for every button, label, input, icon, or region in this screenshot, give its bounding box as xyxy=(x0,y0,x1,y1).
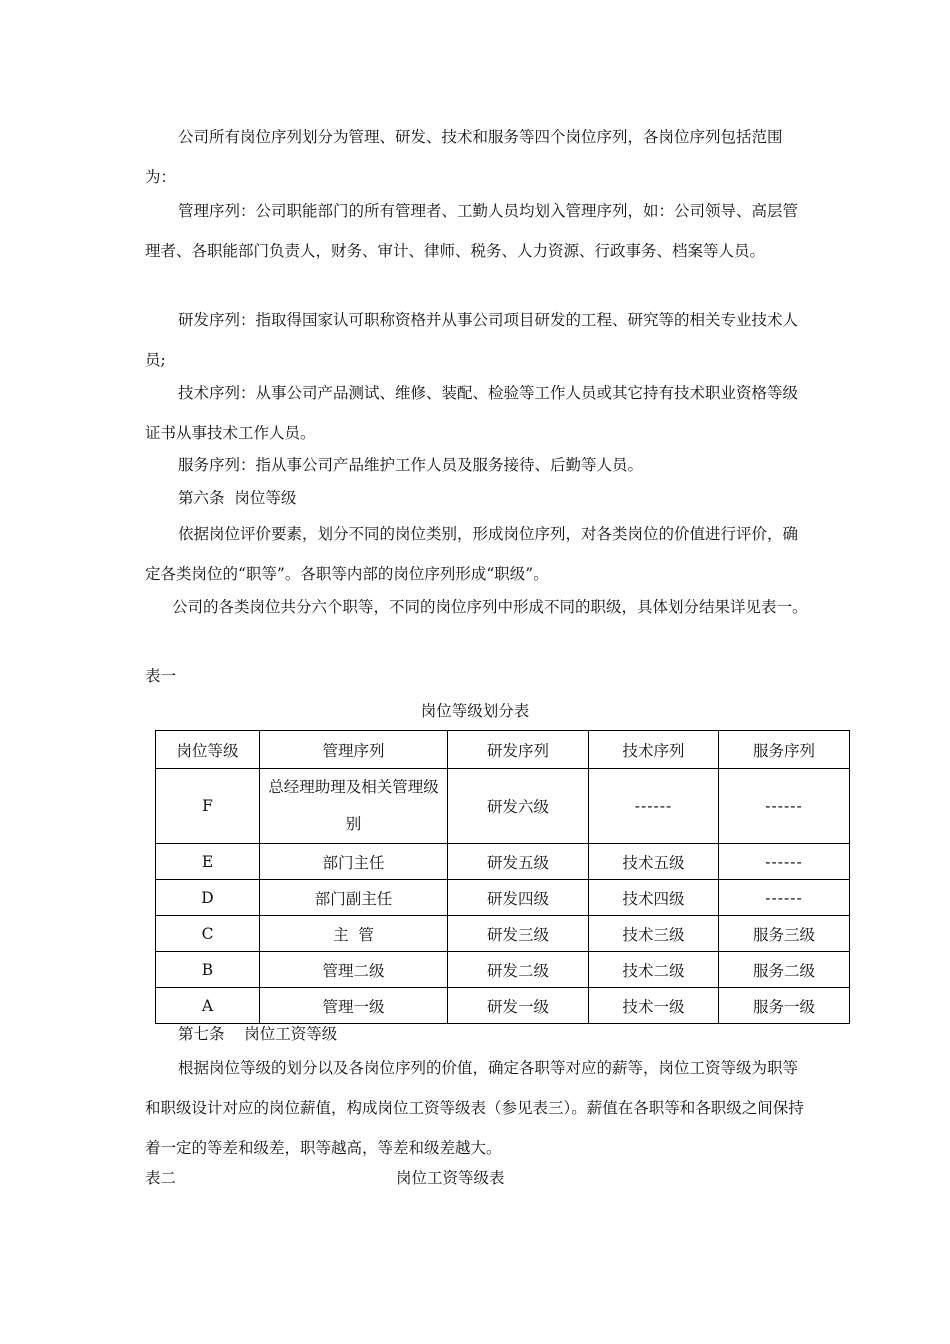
table-row xyxy=(156,988,850,1024)
cell-rd: 研发六级 xyxy=(448,769,589,844)
table-1-title: 岗位等级划分表 xyxy=(420,702,530,720)
table-1-label: 表一 xyxy=(145,667,177,685)
cell-technical: 技术二级 xyxy=(589,952,719,988)
table-row xyxy=(156,844,850,880)
header-service: 服务序列 xyxy=(719,731,850,769)
cell-grade: E xyxy=(156,844,260,880)
paragraph-post-evaluation: 依据岗位评价要素，划分不同的岗位类别，形成岗位序列，对各类岗位的价值进行评价，确定各类岗位的“职等”。各职等内部的岗位序列形成“职级”。 xyxy=(145,525,799,583)
table-row xyxy=(156,880,850,916)
cell-management: 管理二级 xyxy=(260,952,448,988)
article-6-heading: 第六条 岗位等级 xyxy=(178,489,297,507)
table-row xyxy=(156,769,850,844)
cell-grade: B xyxy=(156,952,260,988)
cell-technical: 技术四级 xyxy=(589,880,719,916)
cell-rd: 研发四级 xyxy=(448,880,589,916)
paragraph-rd-sequence: 研发序列：指取得国家认可职称资格并从事公司项目研发的工程、研究等的相关专业技术人员; xyxy=(145,311,799,369)
cell-management: 主 管 xyxy=(260,916,448,952)
paragraph-service-sequence: 服务序列：指从事公司产品维护工作人员及服务接待、后勤等人员。 xyxy=(178,456,644,474)
cell-grade: A xyxy=(156,988,260,1024)
table-header-row xyxy=(156,731,850,769)
paragraph-salary-grade: 根据岗位等级的划分以及各岗位序列的价值，确定各职等对应的薪等，岗位工资等级为职等和职级设计对应的岗位薪值，构成岗位工资等级表（参见表三）。薪值在各职等和各职级之间保持着一定的等差和级差，职等越高，等差和级差越大。 xyxy=(145,1059,804,1157)
table-2-label: 表二 xyxy=(145,1169,177,1187)
cell-management: 部门副主任 xyxy=(260,880,448,916)
cell-service: ------ xyxy=(719,844,850,880)
cell-service: ------ xyxy=(719,880,850,916)
table-2-title: 岗位工资等级表 xyxy=(396,1169,505,1187)
cell-rd: 研发二级 xyxy=(448,952,589,988)
cell-service: 服务一级 xyxy=(719,988,850,1024)
cell-rd: 研发三级 xyxy=(448,916,589,952)
cell-technical: ------ xyxy=(589,769,719,844)
header-rd: 研发序列 xyxy=(448,731,589,769)
paragraph-technical-sequence: 技术序列：从事公司产品测试、维修、装配、检验等工作人员或其它持有技术职业资格等级证书从事技术工作人员。 xyxy=(145,384,799,442)
cell-grade: D xyxy=(156,880,260,916)
cell-management: 管理一级 xyxy=(260,988,448,1024)
header-technical: 技术序列 xyxy=(589,731,719,769)
cell-grade: C xyxy=(156,916,260,952)
cell-management: 总经理助理及相关管理级别 xyxy=(260,769,448,844)
table-row xyxy=(156,916,850,952)
cell-technical: 技术三级 xyxy=(589,916,719,952)
cell-management: 部门主任 xyxy=(260,844,448,880)
paragraph-six-grades: 公司的各类岗位共分六个职等，不同的岗位序列中形成不同的职级，具体划分结果详见表一。 xyxy=(172,598,808,616)
cell-technical: 技术五级 xyxy=(589,844,719,880)
cell-rd: 研发一级 xyxy=(448,988,589,1024)
header-grade: 岗位等级 xyxy=(156,731,260,769)
cell-service: 服务三级 xyxy=(719,916,850,952)
paragraph-management-sequence: 管理序列：公司职能部门的所有管理者、工勤人员均划入管理序列，如：公司领导、高层管理者、各职能部门负责人，财务、审计、律师、税务、人力资源、行政事务、档案等人员。 xyxy=(145,202,799,260)
cell-service: 服务二级 xyxy=(719,952,850,988)
cell-service: ------ xyxy=(719,769,850,844)
header-management: 管理序列 xyxy=(260,731,448,769)
cell-grade: F xyxy=(156,769,260,844)
cell-technical: 技术一级 xyxy=(589,988,719,1024)
post-grade-table xyxy=(155,730,850,1024)
article-7-heading: 第七条 岗位工资等级 xyxy=(178,1025,338,1043)
cell-rd: 研发五级 xyxy=(448,844,589,880)
table-row xyxy=(156,952,850,988)
paragraph-sequence-intro: 公司所有岗位序列划分为管理、研发、技术和服务等四个岗位序列，各岗位序列包括范围为： xyxy=(145,128,783,186)
